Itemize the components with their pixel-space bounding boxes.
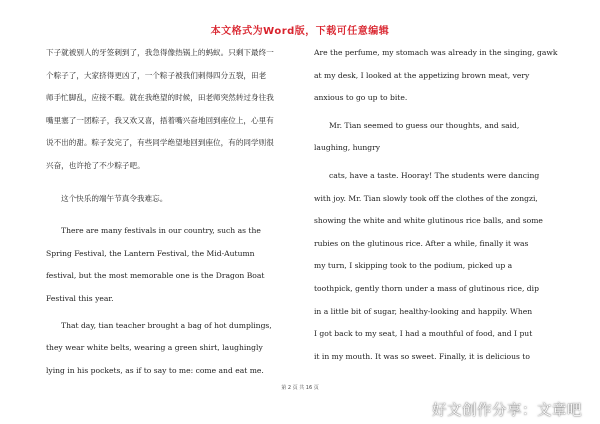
text-line: showing the white and white glutinous rice balls, and some [314, 216, 543, 226]
text-line: lying in his pockets, as if to say to me: come and eat me. [46, 365, 264, 375]
paragraph-line: That day, tian teacher brought a bag of hot dumplings, [61, 320, 272, 330]
text-line: in a little bit of sugar, healthy-looking and happily. When [314, 306, 533, 316]
word-format-banner: 本文格式为Word版，下载可任意编辑 [210, 26, 390, 37]
text-line: Festival this year. [46, 293, 114, 303]
text-line: Spring Festival, the Lantern Festival, the Mid-Autumn [46, 248, 255, 258]
text-line: 说不出的甜。粽子发完了，有些同学绝望地回到座位，有的同学则很 [46, 138, 274, 148]
text-line: anxious to go up to bite. [314, 93, 408, 103]
paragraph-line: 这个快乐的端午节真令我难忘。 [61, 193, 168, 203]
text-line: my turn, I skipping took to the podium, picked up a [314, 261, 513, 271]
text-line: toothpick, gently thorn under a mass of glutinous rice, dip [314, 283, 539, 293]
text-line: 兴奋，也许抢了不少粽子吧。 [46, 160, 145, 170]
paragraph-line: cats, have a taste. Hooray! The students were dancing [329, 170, 540, 180]
paragraph-line: There are many festivals in our country, such as the [61, 226, 261, 236]
text-line: laughing, hungry [314, 143, 381, 153]
text-line: they wear white belts, wearing a green shirt, laughingly [46, 343, 263, 353]
paragraph-line: Mr. Tian seemed to guess our thoughts, and said, [329, 120, 520, 130]
text-line: Are the perfume, my stomach was already in the singing, gawk [314, 48, 558, 57]
left-text-column [46, 42, 300, 382]
text-line: it in my mouth. It was so sweet. Finally, it is delicious to [314, 351, 530, 361]
page-number: 第 2 页 共 16 页 [281, 385, 319, 391]
site-watermark: 好文创作分享：文章吧 [432, 403, 582, 419]
text-line: festival, but the most memorable one is the Dragon Boat [46, 271, 265, 281]
right-text-column [314, 42, 572, 368]
text-line: rubies on the glutinous rice. After a while, finally it was [314, 238, 529, 248]
text-line: with joy. Mr. Tian slowly took off the clothes of the zongzi, [314, 193, 538, 203]
text-line: 个粽子了，大家挤得更凶了，一个粽子被我们刺得四分五裂，田老 [46, 70, 267, 80]
text-line: 师手忙脚乱，应接不暇。就在我绝望的时候，田老师突然转过身往我 [46, 93, 274, 103]
text-line: 嘴里塞了一团粽子，我又欢又喜，捂着嘴兴奋地回到座位上，心里有 [46, 115, 274, 125]
text-line: 下子就被别人的牙签刺到了，我急得像热锅上的蚂蚁。只剩下最终一 [46, 48, 274, 57]
text-line: at my desk, I looked at the appetizing brown meat, very [314, 70, 530, 80]
text-line: I got back to my seat, I had a mouthful of food, and I put [314, 329, 533, 339]
